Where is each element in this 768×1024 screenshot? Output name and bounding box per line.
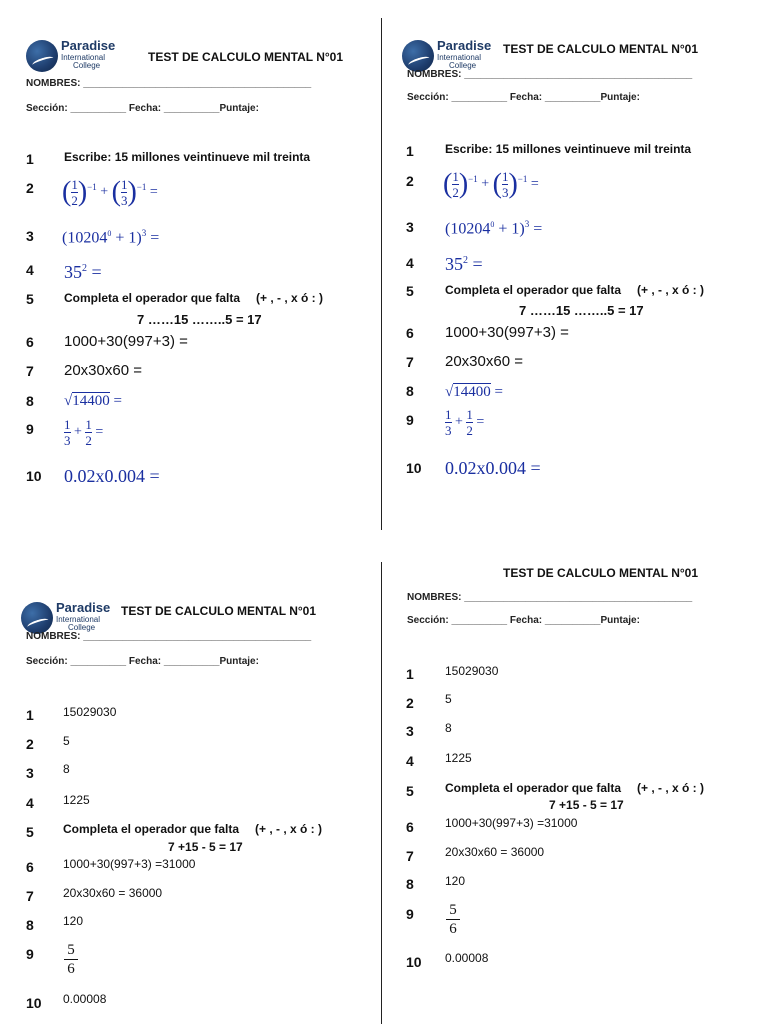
question-3-expression: $(10204^0 + 1)^3$ = (62, 228, 160, 247)
question-number: 2 (406, 173, 414, 189)
question-8-radicand: 14400 (72, 393, 110, 409)
logo-name: Paradise (56, 600, 111, 615)
question-number: 4 (406, 255, 414, 271)
answer-7: 20x30x60 = 36000 (445, 845, 545, 859)
answer-number: 9 (26, 946, 34, 962)
question-2-expression: ( $\frac{1}{2}$ )$^{-1}$ + ( $\frac{1}{3}$ )$^{-1}$ = (443, 168, 539, 200)
answer-2: 5 (445, 692, 452, 706)
question-5-operators: (+ , - , x ó : ) (255, 822, 323, 836)
question-3-expression: $(10204^0 + 1)^3$ = (445, 219, 543, 238)
question-number: 5 (26, 291, 34, 307)
question-5: Completa el operador que falta (445, 283, 622, 297)
question-number: 4 (26, 262, 34, 278)
question-8-expression: √14400 = (64, 393, 122, 409)
question-5: Completa el operador que falta (64, 291, 241, 305)
answer-number: 5 (26, 824, 34, 840)
logo-line2: College (68, 623, 96, 632)
logo-line1: International (61, 53, 106, 62)
question-6: 1000+30(997+3) = (64, 333, 188, 350)
question-number: 10 (406, 460, 422, 476)
question-8-expression: √14400 = (445, 384, 503, 400)
question-number: 7 (406, 354, 414, 370)
globe-icon (26, 40, 58, 72)
question-5: Completa el operador que falta (63, 822, 240, 836)
question-number: 2 (26, 180, 34, 196)
answer-5: 7 +15 - 5 = 17 (168, 840, 243, 854)
answer-number: 3 (406, 723, 414, 739)
answer-number: 7 (406, 848, 414, 864)
question-number: 7 (26, 363, 34, 379)
answer-4: 1225 (63, 793, 90, 807)
answer-3: 8 (63, 762, 70, 776)
logo-line2: College (449, 61, 477, 70)
question-number: 3 (26, 228, 34, 244)
answer-number: 8 (406, 876, 414, 892)
globe-icon (402, 40, 434, 72)
seccion-fecha-puntaje: Sección: __________ Fecha: __________Puntaje: (407, 615, 640, 626)
answer-number: 5 (406, 783, 414, 799)
answer-1: 15029030 (63, 705, 117, 719)
test-title: TEST DE CALCULO MENTAL N°01 (503, 566, 699, 580)
globe-icon (21, 602, 53, 634)
answer-4: 1225 (445, 751, 472, 765)
question-6: 1000+30(997+3) = (445, 324, 569, 341)
question-number: 5 (406, 283, 414, 299)
answer-number: 2 (26, 736, 34, 752)
answer-10: 0.00008 (63, 992, 107, 1006)
logo-line1: International (437, 53, 482, 62)
answer-number: 7 (26, 888, 34, 904)
answer-8: 120 (445, 874, 466, 888)
logo-line1: International (56, 615, 101, 624)
nombres-field: NOMBRES: _________________________________________ (26, 78, 312, 89)
answer-3: 8 (445, 721, 452, 735)
answer-number: 8 (26, 917, 34, 933)
question-7: 20x30x60 = (64, 362, 142, 379)
answer-6: 1000+30(997+3) =31000 (63, 857, 196, 871)
question-10: 0.02x0.004 = (445, 458, 541, 478)
question-9-expression: $\frac{1}{3}$ + $\frac{1}{2}$ = (64, 417, 104, 448)
question-5: Completa el operador que falta (445, 781, 622, 795)
question-8-radicand: 14400 (453, 384, 491, 400)
nombres-field: NOMBRES: _________________________________________ (26, 631, 312, 642)
question-number: 6 (406, 325, 414, 341)
question-number: 10 (26, 468, 42, 484)
answer-5: 7 +15 - 5 = 17 (549, 798, 624, 812)
answer-number: 4 (406, 753, 414, 769)
nombres-field: NOMBRES: _________________________________________ (407, 69, 693, 80)
answer-number: 3 (26, 765, 34, 781)
question-5-operators: (+ , - , x ó : ) (637, 781, 705, 795)
answer-10: 0.00008 (445, 951, 489, 965)
answer-number: 6 (406, 819, 414, 835)
logo-line2: College (73, 61, 101, 70)
answer-number: 1 (26, 707, 34, 723)
answer-6: 1000+30(997+3) =31000 (445, 816, 578, 830)
question-number: 3 (406, 219, 414, 235)
answer-2: 5 (63, 734, 70, 748)
question-5-operators: (+ , - , x ó : ) (637, 283, 705, 297)
answer-number: 9 (406, 906, 414, 922)
answer-number: 2 (406, 695, 414, 711)
answer-number: 4 (26, 795, 34, 811)
question-number: 1 (26, 151, 34, 167)
question-number: 9 (406, 412, 414, 428)
question-5-blank: 7 ……15 ……..5 = 17 (519, 303, 644, 318)
question-4-expression: $35^2$ = (445, 254, 483, 274)
answer-9-fraction: $\frac{5}{6}$ (64, 942, 78, 977)
question-10: 0.02x0.004 = (64, 466, 160, 486)
question-1: Escribe: 15 millones veintinueve mil treinta (445, 142, 692, 156)
question-4-expression: $35^2$ = (64, 262, 102, 282)
test-title: TEST DE CALCULO MENTAL N°01 (503, 42, 699, 56)
answer-8: 120 (63, 914, 84, 928)
question-7: 20x30x60 = (445, 353, 523, 370)
question-5-blank: 7 ……15 ……..5 = 17 (137, 312, 262, 327)
logo-name: Paradise (61, 38, 116, 53)
answer-number: 6 (26, 859, 34, 875)
seccion-fecha-puntaje: Sección: __________ Fecha: __________Puntaje: (26, 656, 259, 667)
seccion-fecha-puntaje: Sección: __________ Fecha: __________Puntaje: (26, 103, 259, 114)
nombres-field: NOMBRES: _________________________________________ (407, 592, 693, 603)
question-number: 1 (406, 143, 414, 159)
answer-9-fraction: $\frac{5}{6}$ (446, 902, 460, 937)
answer-1: 15029030 (445, 664, 499, 678)
seccion-fecha-puntaje: Sección: __________ Fecha: __________Puntaje: (407, 92, 640, 103)
question-number: 6 (26, 334, 34, 350)
question-number: 8 (26, 393, 34, 409)
question-number: 8 (406, 383, 414, 399)
test-title: TEST DE CALCULO MENTAL N°01 (121, 604, 317, 618)
logo-name: Paradise (437, 38, 492, 53)
answer-number: 10 (26, 995, 42, 1011)
school-logo (26, 38, 146, 82)
answer-number: 1 (406, 666, 414, 682)
answer-number: 10 (406, 954, 422, 970)
vertical-divider-bottom (381, 562, 382, 1024)
vertical-divider-top (381, 18, 382, 530)
question-9-expression: $\frac{1}{3}$ + $\frac{1}{2}$ = (445, 407, 485, 438)
question-1: Escribe: 15 millones veintinueve mil treinta (64, 150, 311, 164)
question-5-operators: (+ , - , x ó : ) (256, 291, 324, 305)
test-title: TEST DE CALCULO MENTAL N°01 (148, 50, 344, 64)
question-number: 9 (26, 421, 34, 437)
answer-7: 20x30x60 = 36000 (63, 886, 163, 900)
question-2-expression: ( $\frac{1}{2}$ )$^{-1}$ + ( $\frac{1}{3}$ )$^{-1}$ = (62, 176, 158, 208)
